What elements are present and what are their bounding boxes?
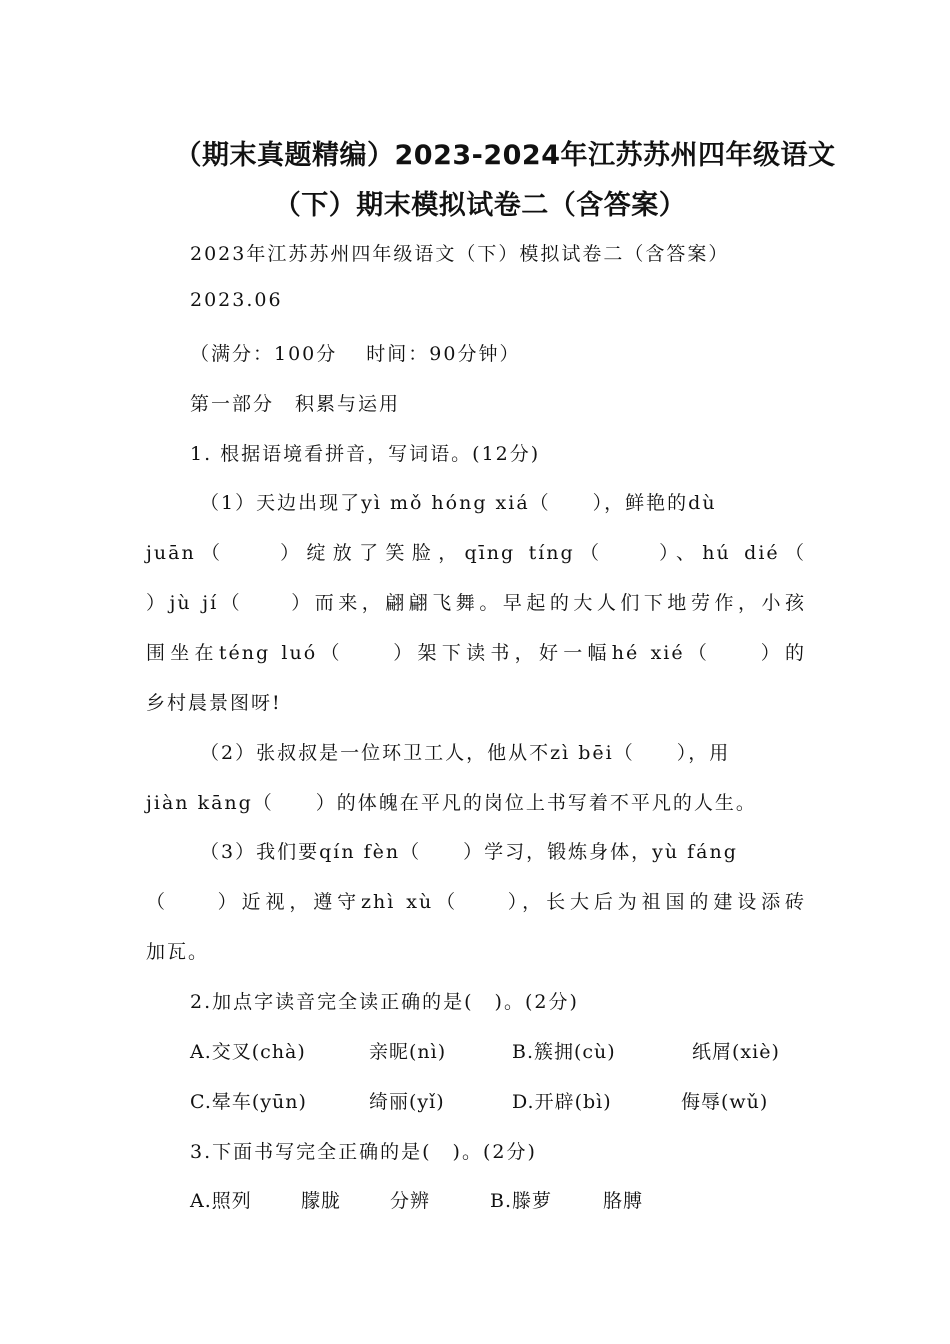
question-3-heading: 3.下面书写完全正确的是( )。(2分) bbox=[190, 1141, 537, 1163]
score-and-time: （满分：100分 时间：90分钟） bbox=[190, 343, 521, 365]
question-3-option: 分辨 bbox=[390, 1190, 431, 1212]
question-1-part-2-line: jiàn kāng（ ）的体魄在平凡的岗位上书写着不平凡的人生。 bbox=[146, 792, 757, 814]
question-1-part-3-line: 加瓦。 bbox=[146, 941, 210, 963]
question-1-part-1-line: ）jù jí（ ）而来，翩翩飞舞。早起的大人们下地劳作，小孩 bbox=[146, 592, 806, 614]
question-2-option: 亲昵(nì) bbox=[369, 1041, 447, 1063]
question-1-part-1-line: juān（ ）绽放了笑脸，qīng tíng（ ）、hú dié（ bbox=[146, 542, 806, 564]
exam-date: 2023.06 bbox=[190, 289, 283, 311]
question-2-heading: 2.加点字读音完全读正确的是( )。(2分) bbox=[190, 991, 579, 1013]
question-2-option: D.开辟(bì) bbox=[512, 1091, 612, 1113]
question-3-option: 朦胧 bbox=[301, 1190, 342, 1212]
question-3-option: 胳膊 bbox=[603, 1190, 644, 1212]
question-1-part-1-line: 围坐在téng luó（ ）架下读书，好一幅hé xié（ ）的 bbox=[146, 642, 806, 664]
question-2-option: 绮丽(yǐ) bbox=[369, 1091, 445, 1113]
exam-subtitle: 2023年江苏苏州四年级语文（下）模拟试卷二（含答案） bbox=[190, 243, 730, 265]
question-1-part-1-line: 乡村晨景图呀! bbox=[146, 692, 282, 714]
question-2-option: A.交叉(chà) bbox=[190, 1041, 306, 1063]
question-2-option: B.簇拥(cù) bbox=[512, 1041, 616, 1063]
question-3-option: B.滕萝 bbox=[490, 1190, 553, 1212]
question-2-option: C.晕车(yūn) bbox=[190, 1091, 307, 1113]
question-2-option: 纸屑(xiè) bbox=[692, 1041, 780, 1063]
question-1-part-3-line: （ ）近视，遵守zhì xù（ ），长大后为祖国的建设添砖 bbox=[146, 891, 806, 913]
question-2-option: 侮辱(wǔ) bbox=[681, 1091, 769, 1113]
section-heading: 第一部分 积累与运用 bbox=[190, 393, 401, 415]
question-1-part-3-line: （3）我们要qín fèn（ ）学习，锻炼身体，yù fáng bbox=[200, 841, 738, 863]
document-title-line-1: （期末真题精编）2023-2024年江苏苏州四年级语文 bbox=[174, 140, 836, 171]
question-1-part-2-line: （2）张叔叔是一位环卫工人，他从不zì bēi（ ），用 bbox=[200, 742, 731, 764]
document-title-line-2: （下）期末模拟试卷二（含答案） bbox=[273, 190, 687, 221]
question-3-option: A.照列 bbox=[190, 1190, 252, 1212]
question-1-part-1-line: （1）天边出现了yì mǒ hóng xiá（ ），鲜艳的dù bbox=[200, 492, 717, 514]
question-1-heading: 1. 根据语境看拼音，写词语。(12分) bbox=[190, 443, 541, 465]
